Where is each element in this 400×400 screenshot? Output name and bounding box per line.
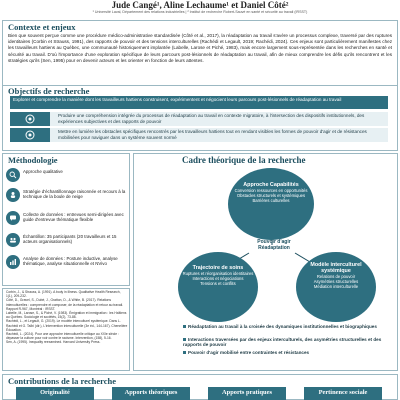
reference-item: Labelle, M., Larose, S., & Piché, V. (1983). Émigration et immigration : les Haïtiens au Québec. Sociologie et sociétés, 15(2), 73-88. <box>6 311 127 320</box>
methode-item-1: Approche qualitative <box>6 168 126 182</box>
objectif-general: Explorer et comprendre la manière dont les travailleurs haïtiens construisent, expérimentent et négocient leurs parcours post-lésionnels de réadaptation au travail <box>10 96 388 109</box>
target-icon <box>10 112 50 126</box>
objectifs-title: Objectifs de recherche <box>8 86 90 96</box>
group-icon <box>6 233 20 247</box>
contribution-apports-pratiques: Apports pratiques <box>208 387 286 400</box>
methode-item-4: Échantillon: 35 participants (20 travailleurs et 15 acteurs organisationnels) <box>6 233 126 247</box>
methode-item-3: Collecte de données : entrevues semi-dirigées avec guide d'entrevue thématique flexible <box>6 211 126 225</box>
authors: Jude Cangé¹, Aline Lechaume¹ et Daniel Côté² <box>111 0 289 10</box>
methode-item-5: Analyse de données : Posture inductive, analyse thématique, analyse situationnelle et NVivo <box>6 255 126 269</box>
modele-interculturel-circle: Modèle interculturel systémique Relations de pouvoir Asymétries structurelles Médiation interculturelle <box>296 252 376 322</box>
references-list <box>6 290 128 345</box>
affiliations: ¹ Université Laval, Département des relations industrielles | ² Institut de recherche Robert-Sauvé en santé et sécurité au travail (IRSST) <box>92 10 308 14</box>
magnifier-icon <box>6 168 20 182</box>
key-point-3: Pouvoir d'agir mobilisé entre contraintes et résistances <box>183 350 389 355</box>
chart-icon <box>6 255 20 269</box>
methodologie-title: Méthodologie <box>8 155 58 165</box>
reference-item: Corbin, J., & Strauss, A. (1991). A body in illness. Qualitative Health Research, 1(1), 209-232. <box>6 290 121 299</box>
cadre-title: Cadre théorique de la recherche <box>182 155 306 165</box>
key-point-2: Interactions traversées par des enjeux interculturels, des asymétries structurelles et des rapports de pouvoir <box>183 337 382 348</box>
contexte-title: Contexte et enjeux <box>8 22 76 32</box>
key-point-1: Réadaptation au travail à la croisée des dynamiques institutionnelles et biographiques <box>183 324 389 329</box>
objectif-text-1: Produire une compréhension intégrée du processus de réadaptation au travail en contexte migratoire, à l'intersection des dispositifs institutionnels, des expériences subjectives et des rapports de pouvoir <box>58 113 365 124</box>
objectif-specifique-2 <box>10 128 388 142</box>
reference-item: Côté, D., Gravel, S., Dubé, J., Gratton, D., & White, B. (2017). Relations interculturelles : comprendre et composer, de la réadaptation et retour au travail. Rapport R-967, Montréal : IRSST. <box>6 298 124 311</box>
contribution-pertinence-sociale: Pertinence sociale <box>304 387 382 400</box>
capabilites-circle: Approche Capabilités Conversion ressources en opportunités Obstacles structurels et systémiques Barrières culturelles <box>228 168 314 240</box>
speech-icon <box>6 211 20 225</box>
contribution-originalite: Originalité <box>16 387 94 400</box>
reference-item: Rachédi, L., et Legault, G. (2019). Le modèle interculturel systémique. Dans L. Rachédi et G. Taïbi (dir.), L'intervention interculturelle (3e éd., 144-167). Chenelière Éducation. <box>6 319 128 332</box>
objectif-text-2: Mettre en lumière les obstacles spécifiques rencontrés par les travailleurs haïtiens tout en rendant visibles les formes de pouvoir d'agir et de résistances mobilisées pour naviguer dans un système souvent normé <box>58 129 367 140</box>
methode-item-2: Stratégie d'échantillonnage raisonnée et recours à la technique de la boule de neige <box>6 188 126 202</box>
reference-item: Sen, A. (1995). Inequality reexamined. Harvard University Press. <box>6 340 101 345</box>
reference-item: Rachédi, L. (2024). Pour une approche interculturelle critique au XXIe siècle : dépasser la culture pour voir contre le racisme. Intervention, (158), 5-16. <box>6 332 119 341</box>
contribution-apports-theoriques: Apports théoriques <box>112 387 190 400</box>
trajectoire-soins-circle: Trajectoire de soins Ruptures et réorganisation identitaires Interactions et négociations Tensions et conflits <box>178 252 258 322</box>
contexte-text: Bien que souvent perçue comme une procédure médico-administrative standardisée (Côté et al., 2017), la réadaptation au travail s'avère un processus complexe, traversé par des ruptures identitaires (Corbin et Strauss, 1991), des rapports de pouvoir et des tensions interculturelles (Rachédi et Legault, 2019; Rachédi, 2024). Ces enjeux sont particulièrement manifestes chez les travailleurs haïtiens au Québec, une communauté historiquement implantée (Labelle, Larose et Piché, 1983), mais encore largement sous-représentée dans les recherches en santé et sécurité au travail. D'où l'importance d'une exploration spécifique de leurs parcours post-lésionnels de réadaptation au travail, afin de mieux comprendre les défis qu'ils rencontrent et les stratégies qu'ils (Sen, 1995) pour en devenir acteurs et les orienter en fonction de leurs attentes. <box>8 33 392 63</box>
people-icon <box>6 188 20 202</box>
pouvoir-agir-label: Pouvoir d'agir Réadaptation <box>257 239 291 251</box>
objectif-specifique-1 <box>10 112 388 126</box>
contributions-title: Contributions de la recherche <box>8 376 117 386</box>
poster-header <box>0 0 400 20</box>
target-icon <box>10 128 50 142</box>
